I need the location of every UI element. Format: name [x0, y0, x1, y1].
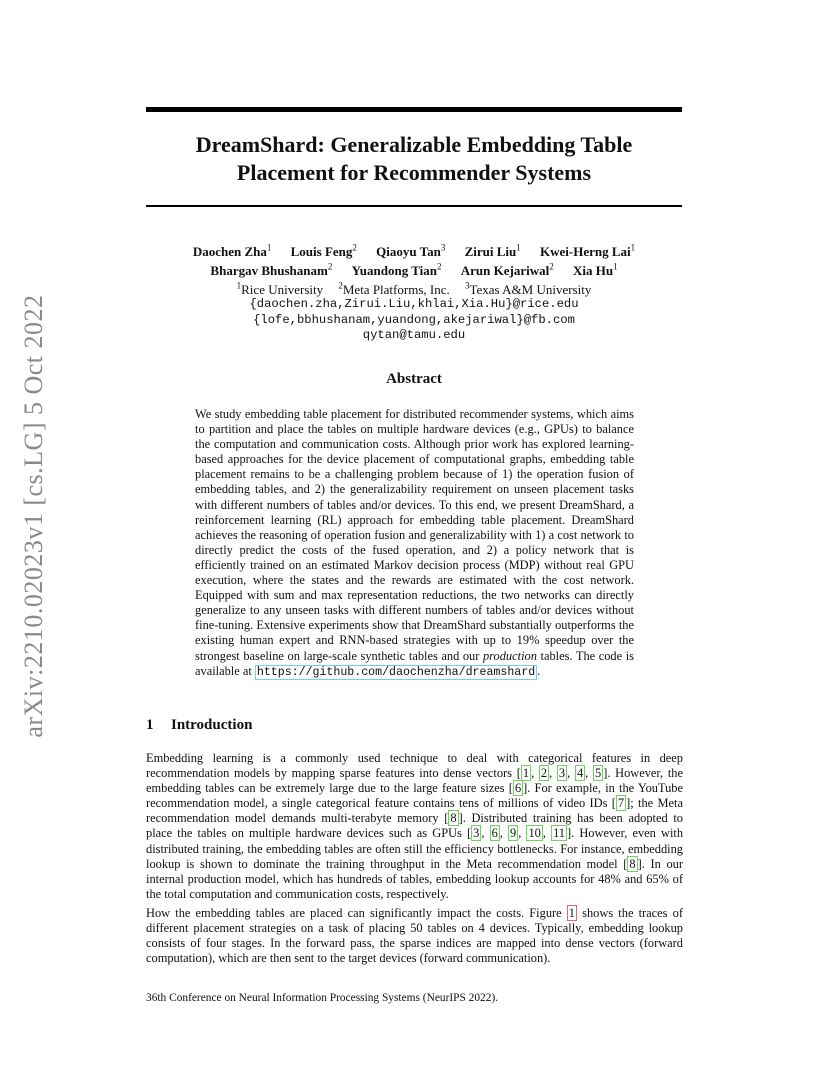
abstract-body: We study embedding table placement for distributed recommender systems, which aims to partition and place the tables on multiple hardware devices (e.g., GPUs) to balance the computation and communication costs. Although prior work has explored learning-based approaches for the device placement of computational graphs, embedding table placement remains to be a challenging problem because of 1) the operation fusion of embedding tables, and 2) the generalizability requirement on unseen placement tasks with different numbers of tables and/or devices. To this end, we present DreamShard, a reinforcement learning (RL) approach for embedding table placement. DreamShard achieves the reasoning of operation fusion and generalizability with 1) a cost network to directly predict the costs of the fused operation, and 2) a policy network that is efficiently trained on an estimated Markov decision process (MDP) without real GPU execution, where the states and the rewards are estimated with the cost network. Equipped with sum and max representation reductions, the two networks can directly generalize to any unseen tasks with different numbers of tables and/or devices without fine-tuning. Extensive experiments show that DreamShard substantially outperforms the existing human expert and RNN-based strategies with up to 19% speedup over the strongest baseline on large-scale synthetic tables and our production tables. The code is available at https://github.com/daochenzha/dreamshard . [195, 407, 634, 679]
citation-link[interactable]: 7 [617, 796, 625, 811]
author: Bhargav Bhushanam$^2$ [210, 261, 333, 279]
author: Louis Feng$^2$ [290, 243, 357, 260]
email-tamu: qytan@tamu.edu [362, 328, 466, 343]
citation-link[interactable]: 11 [553, 826, 565, 841]
citation-link[interactable]: 10 [528, 826, 541, 841]
abstract-heading: Abstract [386, 371, 442, 387]
citation-link[interactable]: 5 [594, 766, 602, 781]
affiliation: $^3$Texas A&M University [464, 280, 592, 297]
figure-ref-link[interactable]: 1 [568, 906, 575, 920]
author-row-1 [120, 241, 708, 260]
author-row-2 [120, 260, 708, 279]
code-link[interactable]: https://github.com/daochenzha/dreamshard [256, 665, 536, 679]
citation-link[interactable]: 6 [514, 781, 522, 796]
author: Zirui Liu$^1$ [464, 243, 521, 260]
citation-link[interactable]: 1 [522, 766, 530, 781]
abstract-emphasis: production [482, 648, 537, 663]
author: Daochen Zha$^1$ [192, 243, 272, 260]
section-heading-introduction [146, 717, 682, 734]
author: Xia Hu$^1$ [572, 261, 618, 279]
author-block [120, 241, 708, 344]
intro-paragraph-1: Embedding learning is a commonly used technique to deal with categorical features in deep recommendation models by mapping sparse features into dense vectors [ 1 , 2 , 3 , 4 , 5 ]. However, the embedding tables can be extremely large due to the large feature sizes [ 6 ]. For example, in the YouTube recommendation model, a single categorical feature contains tens of millions of video IDs [ 7 ]; the Meta recommendation model demands multi-terabyte memory [ 8 ]. Distributed training has been adopted to place the tables on multiple hardware devices such as GPUs [ 3 , 6 , 9 , 10 , 11 ]. However, even with distributed training, the embedding tables are often still the efficiency bottlenecks. For instance, embedding lookup is shown to dominate the training throughput in the Meta recommendation model [ 8 ]. In our internal production model, which has hundreds of tables, embedding lookup accounts for 48% and 65% of the total computation and communication costs, respectively. [146, 751, 684, 901]
author: Arun Kejariwal$^2$ [460, 261, 554, 279]
arxiv-identifier: arXiv:2210.02023v1 [cs.LG] 5 Oct 2022 [19, 294, 48, 738]
author: Qiaoyu Tan$^3$ [376, 243, 446, 260]
citation-link[interactable]: 8 [450, 811, 457, 826]
title-line-2: Placement for Recommender Systems [236, 160, 592, 185]
conference-footer: 36th Conference on Neural Information Processing Systems (NeurIPS 2022). [146, 992, 499, 1004]
title-line-1: DreamShard: Generalizable Embedding Table [195, 132, 633, 157]
citation-link[interactable]: 3 [473, 826, 480, 841]
email-rice: {daochen.zha,Zirui.Liu,khlai,Xia.Hu}@rice.edu [249, 297, 579, 312]
citation-link[interactable]: 2 [540, 766, 548, 781]
paper-title [146, 131, 682, 187]
citation-link[interactable]: 9 [510, 826, 517, 841]
affiliation-row [120, 279, 708, 298]
citation-link[interactable]: 3 [558, 766, 566, 781]
title-top-rule [146, 107, 682, 112]
section-number: 1 [146, 717, 154, 733]
author: Kwei-Herng Lai$^1$ [540, 243, 636, 260]
citation-link[interactable]: 8 [629, 856, 636, 871]
author: Yuandong Tian$^2$ [351, 261, 442, 279]
intro-paragraph-2: How the embedding tables are placed can significantly impact the costs. Figure 1 shows the traces of different placement strategies on a task of placing 50 tables on 4 devices. Typically, embedding lookup consists of four stages. In the forward pass, the sparse indices are mapped into dense vectors (forward computation), which are then sent to the target devices (forward communication). [146, 906, 683, 966]
section-title: Introduction [171, 717, 253, 733]
email-fb: {lofe,bbhushanam,yuandong,akejariwal}@fb.com [253, 312, 575, 327]
affiliation: $^2$Meta Platforms, Inc. [338, 280, 450, 297]
citation-link[interactable]: 4 [576, 766, 584, 781]
affiliation: $^1$Rice University [236, 280, 324, 297]
citation-link[interactable]: 6 [491, 826, 498, 841]
title-bottom-rule [146, 205, 682, 207]
